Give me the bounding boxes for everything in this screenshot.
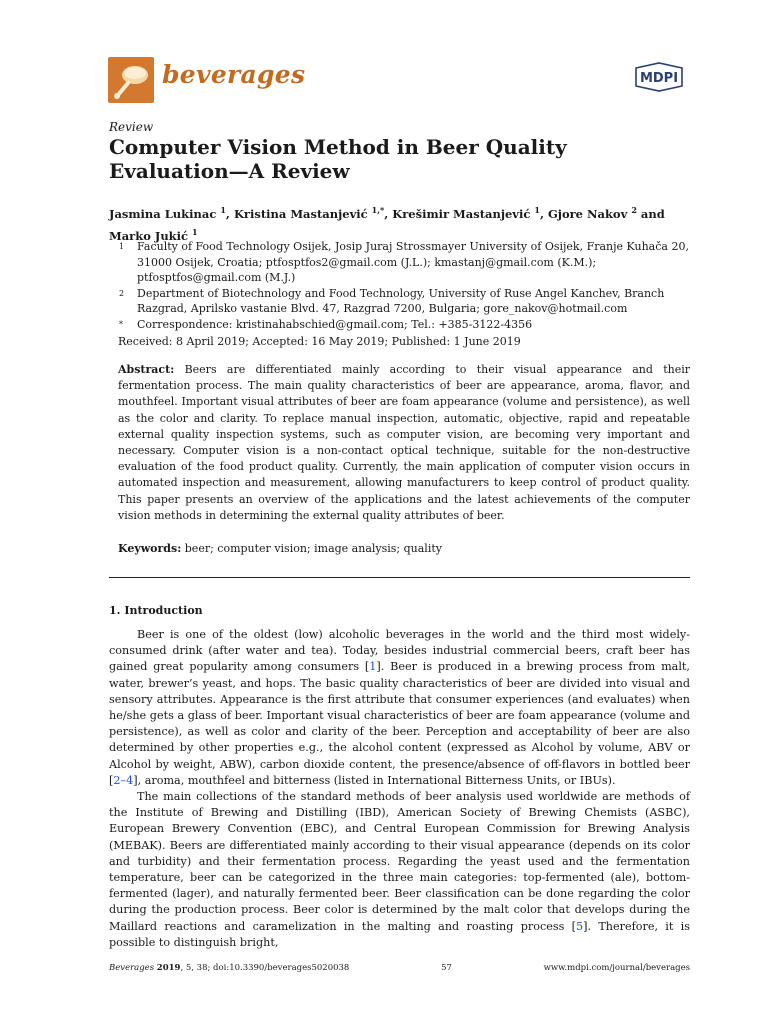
author-affiliation-mark: 2	[631, 205, 637, 215]
keywords-label: Keywords:	[118, 542, 182, 555]
author-name[interactable]: Gjore Nakov	[547, 206, 628, 221]
affiliation-number: 2	[119, 288, 125, 298]
author-separator: ,	[384, 206, 393, 221]
page-number: 57	[441, 963, 452, 973]
author-affiliation-mark: 1	[220, 205, 226, 215]
author-affiliation-mark: 1,*	[371, 205, 385, 215]
paragraph-text: ]. Beer is produced in a brewing process from malt, water, brewer’s yeast, and hops. The basic quality characteristics of beer are divided into visual and sensory attributes. Appearance is the first attribute that consumer experiences (and evaluates) when he/she gets a glass of beer. Important visual characteristics of beer are foam appearance (volume and persistence), as well as color and clarity of the beer. Perception and acceptability of beer are also determined by other properties e.g., the alcohol content (expressed as Alcohol by volume, ABV or Alcohol by weight, ABW), carbon dioxide content, the presence/absence of off-flavors in bottled beer [	[109, 660, 690, 787]
affiliation-list	[109, 239, 689, 332]
correspondence-text: Correspondence: kristinahabschied@gmail.com; Tel.: +385-3122-4356	[137, 317, 533, 331]
author-separator: ,	[539, 206, 548, 221]
affiliation-item	[109, 317, 689, 333]
author-name[interactable]: Krešimir Mastanjević	[392, 206, 531, 221]
author-name[interactable]: Jasmina Lukinac	[109, 206, 217, 221]
publication-dates: Received: 8 April 2019; Accepted: 16 May 2019; Published: 1 June 2019	[118, 335, 521, 348]
footer-citation	[109, 963, 349, 973]
mdpi-logo-text: MDPI	[639, 71, 679, 86]
paragraph-text: ], aroma, mouthfeel and bitterness (listed in International Bitterness Units, or IBUs).	[133, 773, 616, 787]
author-name[interactable]: Marko Jukić	[109, 228, 189, 243]
body-text	[109, 627, 690, 951]
article-type: Review	[109, 120, 154, 134]
affiliation-item	[109, 239, 689, 286]
citation-link[interactable]: 2–4	[113, 773, 134, 787]
affiliation-number: 1	[119, 242, 125, 251]
citation-link[interactable]: 1	[369, 660, 377, 674]
paragraph-text: The main collections of the standard methods of beer analysis used worldwide are methods of the Institute of Brewing and Distilling (IBD), American Society of Brewing Chemists (ASBC), European Brewery Convention (EBC), and Central European Commission for Brewing Analysis (MEBAK). Beers are differentiated mainly according to their visual appearance (depends on its color and turbidity) and their fermentation process. Regarding the yeast used and the fermentation temperature, beer can be categorized in the three main categories: top-fermented (ale), bottom-fermented (lager), and naturally fermented beer. Beer classification can be done regarding the color during the production process. Beer color is determined by the malt color that develops during the Maillard reactions and caramelization in the malting and roasting process [	[109, 790, 690, 933]
paragraph	[109, 627, 690, 789]
keywords	[118, 542, 690, 555]
author-separator: and	[636, 206, 665, 221]
author-separator: ,	[225, 206, 234, 221]
footer-journal: Beverages	[109, 963, 155, 973]
abstract-label: Abstract:	[118, 363, 175, 376]
author-affiliation-mark: 1	[534, 205, 540, 215]
footer-doi: , 5, 38; doi:10.3390/beverages5020038	[180, 963, 350, 973]
keywords-text: beer; computer vision; image analysis; quality	[184, 542, 442, 555]
abstract	[118, 362, 690, 524]
affiliation-text: Faculty of Food Technology Osijek, Josip Juraj Strossmayer University of Osijek, Franje Kuhača 20, 31000 Osijek, Croatia; ptfosptfos2@gmail.com (J.L.); kmastanj@gmail.com (K.M.); ptfosptfos@gmail.com (M.J.)	[137, 240, 689, 284]
paragraph-text: Beer is one of the oldest (low) alcoholic beverages in the world and the third most widely-consumed drink (after water and tea). Today, besides industrial commercial beers, craft beer has gained great popularity among consumers [	[109, 628, 690, 674]
author-affiliation-mark: 1	[192, 226, 198, 237]
paragraph	[109, 789, 690, 951]
footer-url[interactable]: www.mdpi.com/journal/beverages	[543, 963, 690, 973]
affiliation-item	[109, 286, 689, 317]
mdpi-logo-icon[interactable]	[632, 62, 686, 96]
affiliation-number: *	[119, 319, 123, 329]
abstract-text: Beers are differentiated mainly according to their visual appearance and their fermentation process. The main quality characteristics of beer are appearance, aroma, flavor, and mouthfeel. Important visual attributes of beer are foam appearance (volume and persistence), as well as the color and clarity. To replace manual inspection, automatic, objective, rapid and repeatable external quality inspection systems, such as computer vision, are becoming very important and necessary. Computer vision is a non-contact optical technique, suitable for the non-destructive evaluation of the food product quality. Currently, the main application of computer vision occurs in automated inspection and measurement, allowing manufacturers to keep control of product quality. This paper presents an overview of the applications and the latest achievements of the computer vision methods in determining the external quality attributes of beer.	[118, 363, 691, 522]
journal-name[interactable]: beverages	[162, 60, 306, 89]
article-title: Computer Vision Method in Beer Quality Evaluation—A Review	[109, 135, 567, 183]
author-name[interactable]: Kristina Mastanjević	[233, 206, 368, 221]
section-heading: 1. Introduction	[109, 604, 203, 617]
footer-year: 2019	[156, 963, 181, 973]
affiliation-text: Department of Biotechnology and Food Technology, University of Ruse Angel Kanchev, Branch Razgrad, Aprilsko vastanie Blvd. 47, Razgrad 7200, Bulgaria; gore_nakov@hotmail.com	[137, 286, 665, 315]
citation-link[interactable]: 5	[576, 919, 584, 933]
page-footer	[109, 963, 690, 973]
divider	[109, 577, 690, 578]
paragraph-text: ]. Therefore, it is possible to distinguish bright,	[109, 919, 690, 949]
journal-logo-icon	[108, 57, 154, 103]
